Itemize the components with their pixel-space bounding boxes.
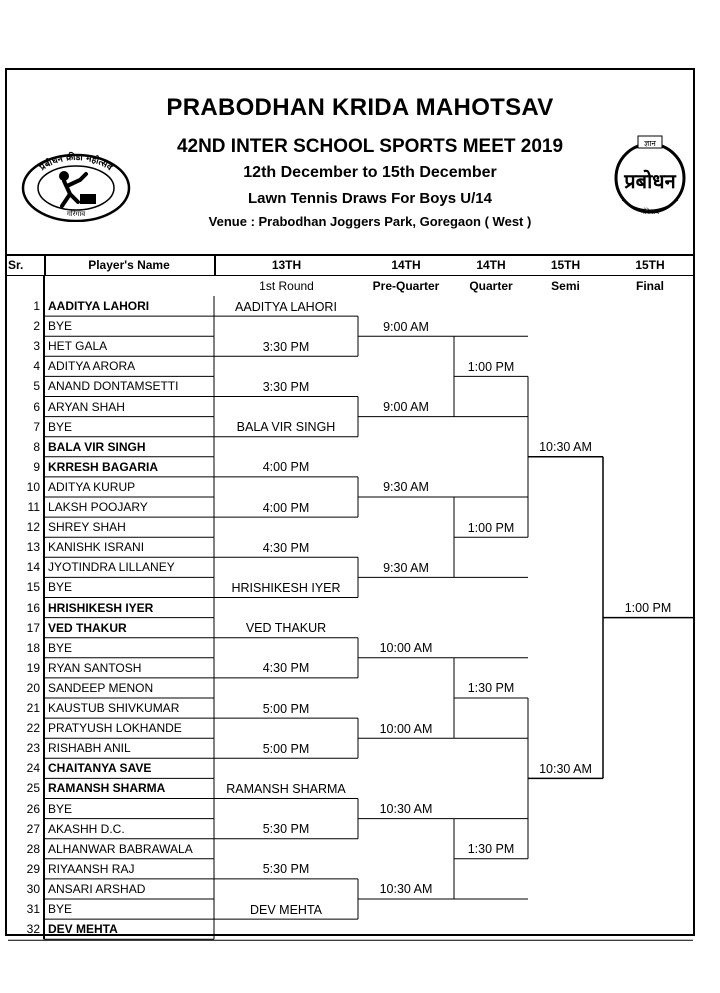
serial-number: 1 [33,299,40,313]
player-name: HET GALA [48,339,108,354]
col-round1-date: 13TH [271,258,302,272]
round1-entry: RAMANSH SHARMA [226,781,346,796]
serial-number: 31 [26,902,40,916]
serial-number: 18 [26,640,40,655]
player-name: SANDEEP MENON [48,680,154,695]
player-name: PRATYUSH LOKHANDE [48,721,182,736]
prequarter-time: 9:30 AM [383,480,429,495]
player-name: ANSARI ARSHAD [48,881,146,896]
svg-text:गोरेगाव: गोरेगाव [66,210,86,218]
round1-entry: 5:30 PM [262,822,310,837]
serial-number: 17 [26,620,40,635]
player-name: DEV MEHTA [48,922,118,937]
player-name: ANAND DONTAMSETTI [48,379,179,394]
player-name: BALA VIR SINGH [48,439,146,454]
player-name: VED THAKUR [48,620,127,635]
player-name: ARYAN SHAH [48,399,125,414]
semi-time: 10:30 AM [539,761,592,776]
serial-number: 32 [26,922,40,937]
serial-number: 13 [26,540,40,555]
round1-entry: 3:30 PM [262,339,310,354]
player-name: BYE [48,580,73,595]
quarter-time: 1:00 PM [467,520,515,535]
quarter-time: 1:30 PM [467,842,515,857]
player-name: ADITYA KURUP [48,479,136,494]
serial-number: 27 [26,821,40,836]
round1-entry: BALA VIR SINGH [236,420,336,435]
serial-number: 2 [33,319,40,334]
draw-category: Lawn Tennis Draws For Boys U/14 [248,190,492,207]
player-name: ADITYA ARORA [48,359,136,374]
prequarter-heading: Pre-Quarter [372,279,440,293]
semi-heading: Semi [551,279,580,293]
event-title: PRABODHAN KRIDA MAHOTSAV [166,94,554,121]
col-sr: Sr. [8,258,24,272]
prequarter-time: 9:00 AM [383,400,429,414]
svg-text:ज्ञान: ज्ञान [644,139,656,148]
serial-number: 15 [26,580,40,595]
final-time: 1:00 PM [624,601,672,615]
col-quarter-date: 14TH [476,258,506,272]
svg-text:गोरेगाव: गोरेगाव [640,208,660,216]
player-name: KANISHK ISRANI [48,540,145,555]
player-name: CHAITANYA SAVE [48,761,152,776]
player-name: JYOTINDRA LILLANEY [48,560,175,575]
quarter-time: 1:00 PM [467,359,515,374]
serial-number: 21 [26,701,40,715]
serial-number: 30 [26,881,40,896]
player-name: LAKSH POOJARY [48,500,148,514]
player-name: KAUSTUB SHIVKUMAR [48,701,180,715]
serial-number: 8 [33,439,40,454]
semi-time: 10:30 AM [539,440,592,455]
player-name: AKASHH D.C. [48,821,125,836]
serial-number: 11 [27,500,40,514]
col-final-date: 15TH [635,258,665,272]
player-name: ALHANWAR BABRAWALA [48,841,193,856]
player-name: BYE [48,902,73,916]
serial-number: 24 [26,761,40,776]
player-name: BYE [48,319,73,334]
player-name: SHREY SHAH [48,520,126,535]
prequarter-time: 10:30 AM [379,802,433,816]
venue: Venue : Prabodhan Joggers Park, Goregaon ( West ) [208,214,532,229]
svg-text:प्रबोधन क्रीडा महोत्सव: प्रबोधन क्रीडा महोत्सव [38,152,114,174]
round1-entry: VED THAKUR [245,621,327,636]
serial-number: 6 [33,399,40,414]
serial-number: 28 [26,841,40,856]
event-subtitle: 42ND INTER SCHOOL SPORTS MEET 2019 [176,136,564,157]
round1-heading: 1st Round [259,279,314,293]
serial-number: 23 [26,741,40,756]
player-name: HRISHIKESH IYER [48,600,154,615]
player-name: BYE [48,640,73,655]
serial-number: 5 [33,379,40,394]
prequarter-time: 9:00 AM [383,319,429,334]
player-name: KRRESH BAGARIA [48,459,159,474]
col-prequarter-date: 14TH [391,258,421,272]
serial-number: 10 [26,479,40,494]
round1-entry: 4:30 PM [262,540,310,555]
serial-number: 12 [26,520,40,535]
serial-number: 22 [26,721,40,736]
prequarter-time: 10:00 AM [379,641,433,656]
serial-number: 19 [26,660,40,675]
serial-number: 29 [26,861,40,876]
serial-number: 26 [26,801,40,816]
round1-entry: 4:00 PM [262,460,310,475]
round1-entry: AADITYA LAHORI [235,299,337,314]
serial-number: 4 [33,359,40,374]
col-player-name: Player's Name [88,258,170,272]
round1-entry: 5:30 PM [262,862,310,877]
round1-entry: HRISHIKESH IYER [231,580,341,595]
player-name: RYAN SANTOSH [48,660,142,675]
round1-entry: DEV MEHTA [250,902,322,917]
col-semi-date: 15TH [550,258,581,272]
svg-text:प्रबोधन: प्रबोधन [624,169,676,193]
round1-entry: 3:30 PM [262,379,310,394]
serial-number: 25 [26,781,40,796]
serial-number: 7 [33,419,40,434]
player-name: RIYAANSH RAJ [48,861,135,876]
player-name: BYE [48,801,73,816]
final-heading: Final [635,279,664,293]
serial-number: 9 [33,459,40,474]
prequarter-time: 9:30 AM [383,560,429,575]
quarter-heading: Quarter [469,279,513,293]
quarter-time: 1:30 PM [467,681,515,696]
event-dates: 12th December to 15th December [243,164,497,181]
serial-number: 20 [26,680,40,695]
round1-entry: 4:30 PM [262,661,310,676]
player-name: AADITYA LAHORI [48,299,150,313]
player-name: RAMANSH SHARMA [48,781,166,796]
round1-entry: 5:00 PM [262,701,310,716]
serial-number: 14 [26,560,40,575]
serial-number: 16 [26,600,40,615]
round1-entry: 4:00 PM [262,500,310,515]
serial-number: 3 [33,339,40,354]
player-name: RISHABH ANIL [48,741,131,756]
prequarter-time: 10:00 AM [379,721,433,736]
prequarter-time: 10:30 AM [379,882,433,897]
round1-entry: 5:00 PM [262,741,310,756]
player-name: BYE [48,419,73,434]
